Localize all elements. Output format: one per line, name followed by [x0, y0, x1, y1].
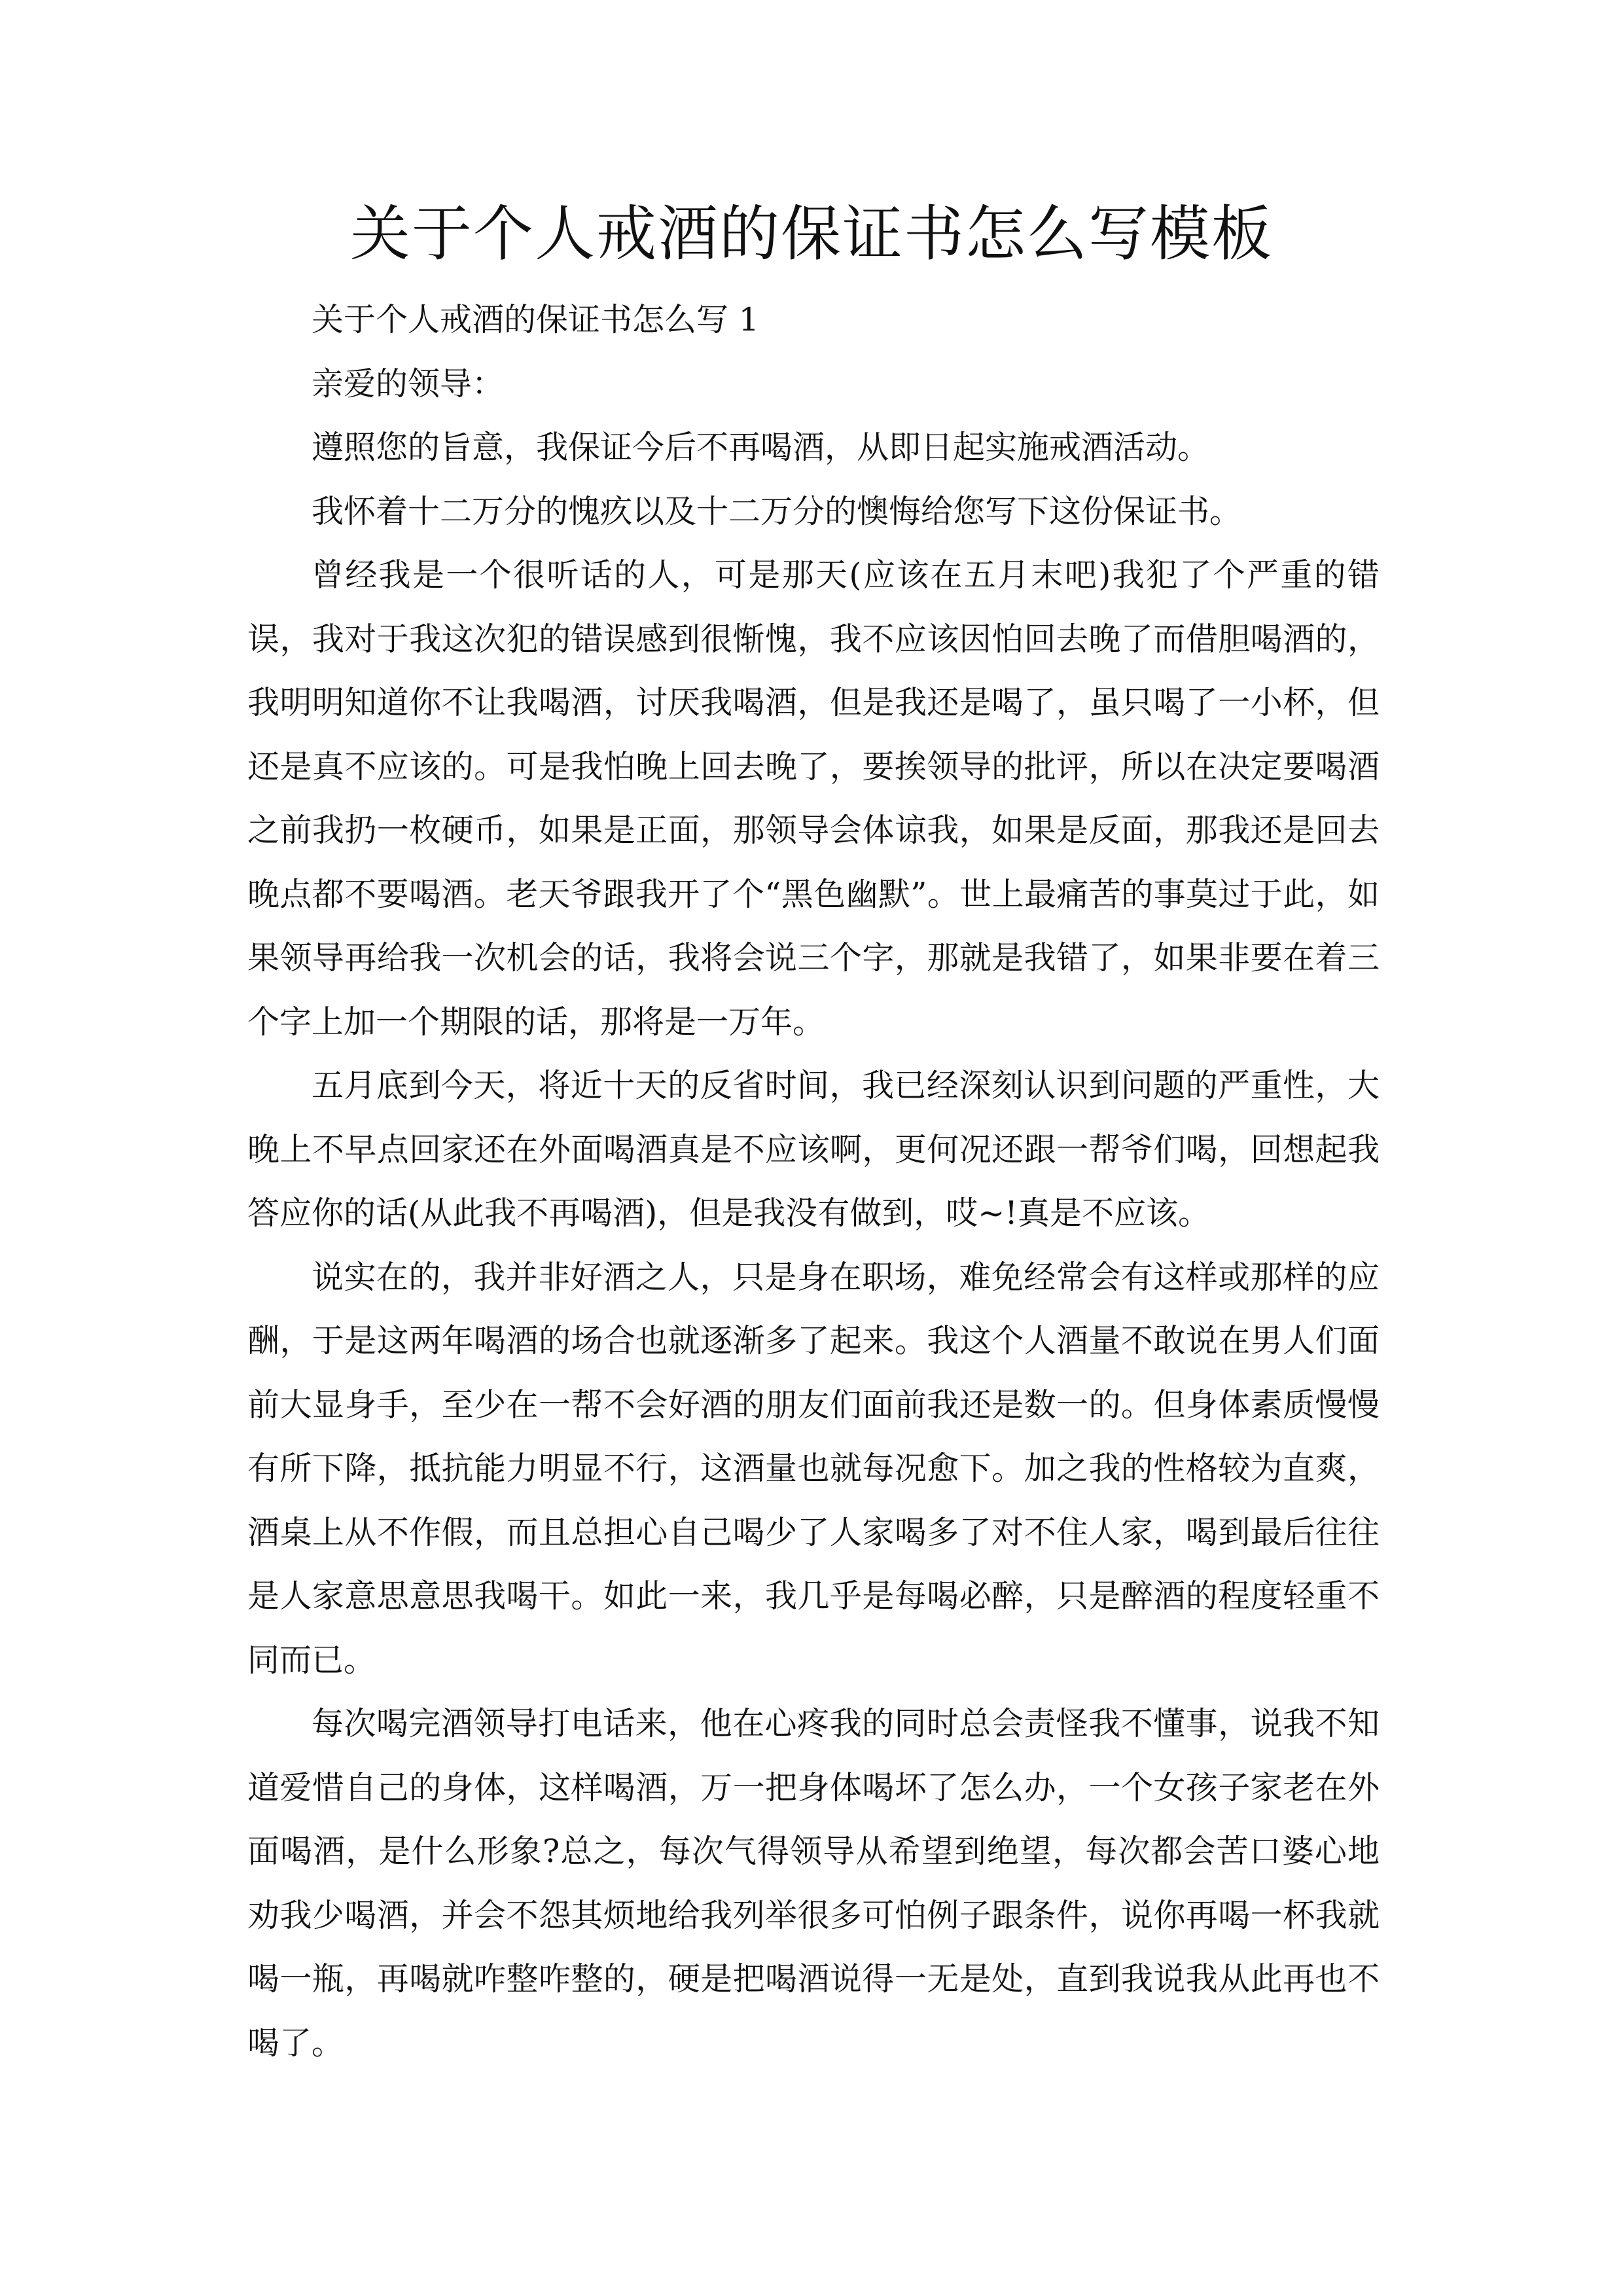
body-paragraph: 五月底到今天，将近十天的反省时间，我已经深刻认识到问题的严重性，大晚上不早点回家还在外面喝酒真是不应该啊，更何况还跟一帮爷们喝，回想起我答应你的话(从此我不再喝酒)，但是我没有做到，哎~!真是不应该。 [247, 1067, 1380, 1232]
document-title: 关于个人戒酒的保证书怎么写模板 [349, 199, 1273, 269]
salutation: 亲爱的领导： [312, 365, 505, 403]
body-paragraph: 曾经我是一个很听话的人，可是那天(应该在五月末吧)我犯了个严重的错误，我对于我这次犯的错误感到很惭愧，我不应该因怕回去晚了而借胆喝酒的，我明明知道你不让我喝酒，讨厌我喝酒，但是我还是喝了，虽只喝了一小杯，但还是真不应该的。可是我怕晚上回去晚了，要挨领导的批评，所以在决定要喝酒之前我扔一枚硬币，如果是正面，那领导会体谅我，如果是反面，那我还是回去晚点都不要喝酒。老天爷跟我开了个“黑色幽默”。世上最痛苦的事莫过于此，如果领导再给我一次机会的话，我将会说三个字，那就是我错了，如果非要在着三个字上加一个期限的话，那将是一万年。 [247, 556, 1380, 1041]
body-paragraph: 遵照您的旨意，我保证今后不再喝酒，从即日起实施戒酒活动。 [312, 429, 1210, 466]
body-paragraph: 我怀着十二万分的愧疚以及十二万分的懊悔给您写下这份保证书。 [312, 492, 1242, 530]
body-paragraph: 每次喝完酒领导打电话来，他在心疼我的同时总会责怪我不懂事，说我不知道爱惜自己的身体，这样喝酒，万一把身体喝坏了怎么办，一个女孩子家老在外面喝酒，是什么形象?总之，每次气得领导从希望到绝望，每次都会苦口婆心地劝我少喝酒，并会不怨其烦地给我列举很多可怕例子跟条件，说你再喝一杯我就喝一瓶，再喝就咋整咋整的，硬是把喝酒说得一无是处，直到我说我从此再也不喝了。 [247, 1705, 1380, 2062]
body-paragraph: 说实在的，我并非好酒之人，只是身在职场，难免经常会有这样或那样的应酬，于是这两年喝酒的场合也就逐渐多了起来。我这个人酒量不敢说在男人们面前大显身手，至少在一帮不会好酒的朋友们面前我还是数一的。但身体素质慢慢有所下降，抵抗能力明显不行，这酒量也就每况愈下。加之我的性格较为直爽，酒桌上从不作假，而且总担心自己喝少了人家喝多了对不住人家，喝到最后往往是人家意思意思我喝干。如此一来，我几乎是每喝必醉，只是醉酒的程度轻重不同而已。 [247, 1258, 1380, 1679]
section-heading: 关于个人戒酒的保证书怎么写 1 [312, 301, 759, 338]
document-body [247, 288, 1380, 2075]
